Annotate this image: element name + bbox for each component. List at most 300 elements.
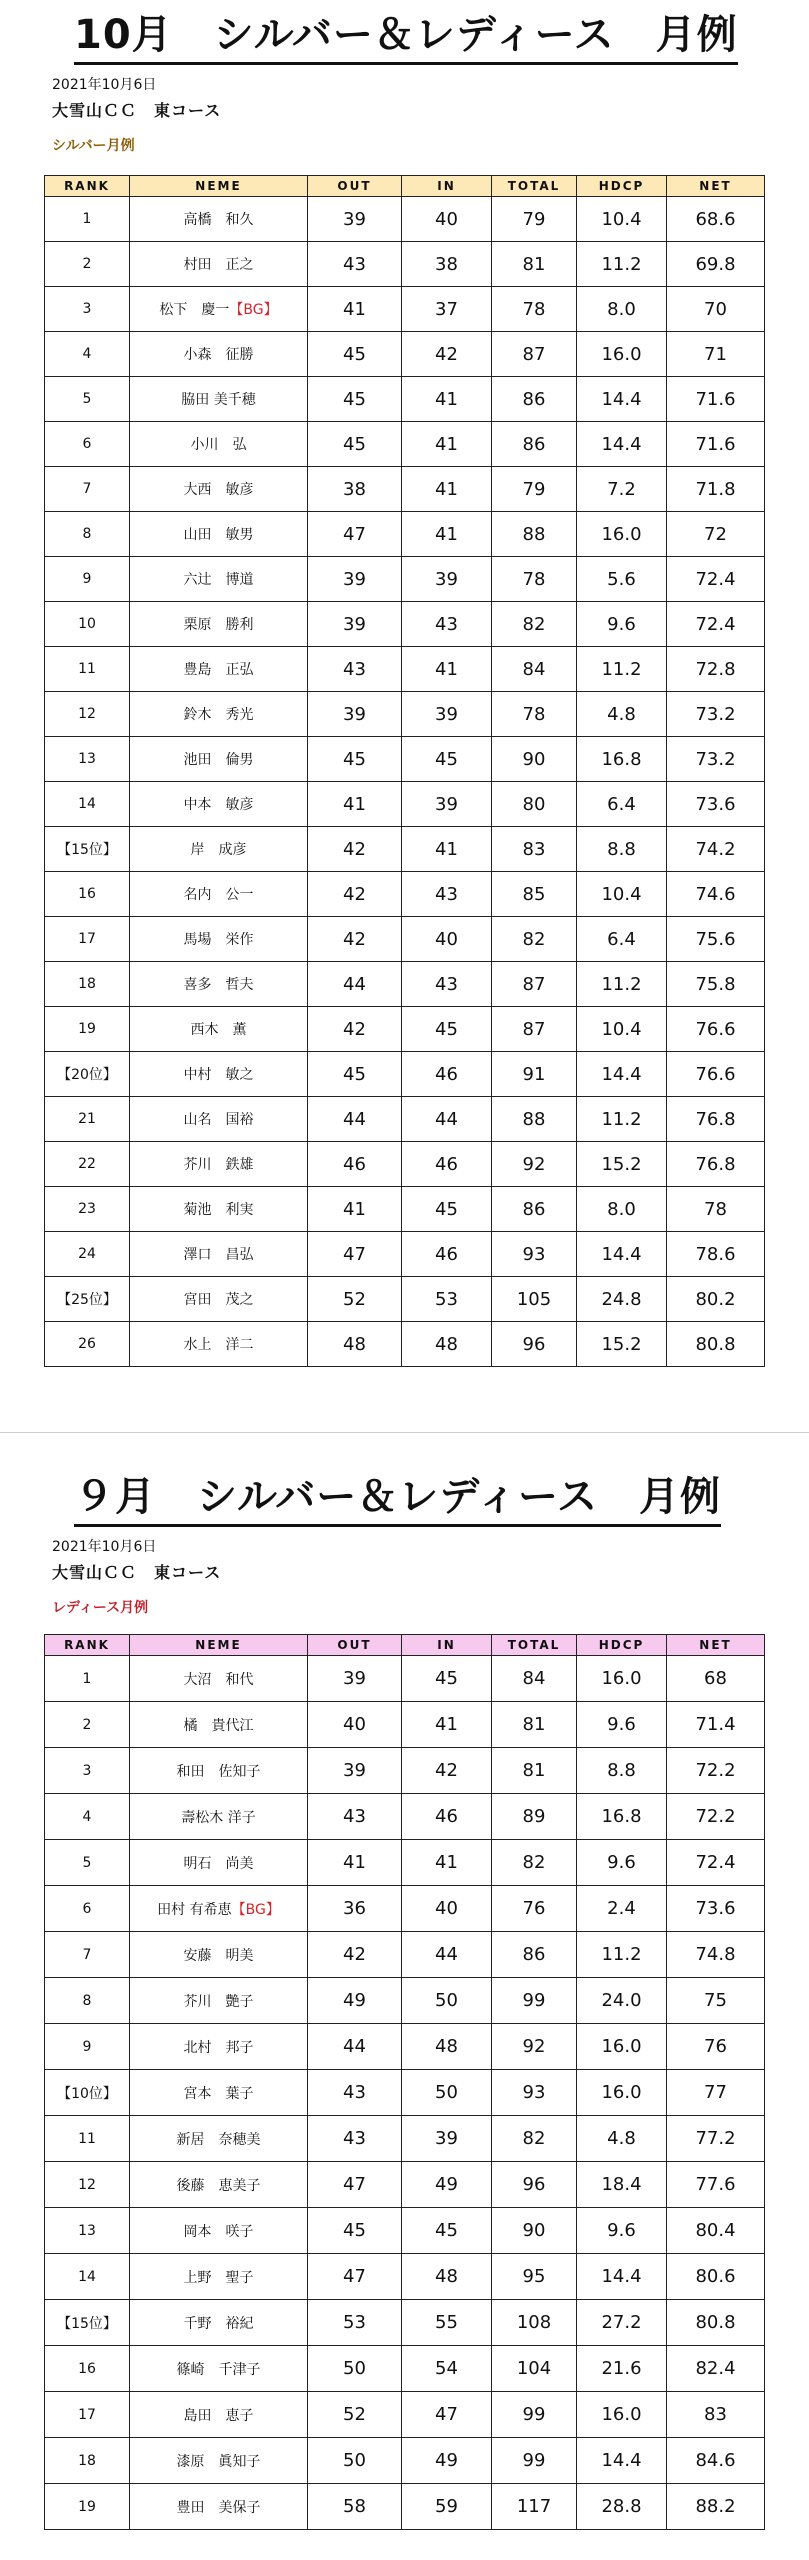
net-cell: 72.4: [667, 1840, 765, 1886]
player-name: 小森 征勝: [183, 347, 254, 363]
rank-cell: 7: [45, 1932, 130, 1978]
rank-cell: 21: [45, 1097, 130, 1142]
net-cell: 84.6: [667, 2438, 765, 2484]
in-cell: 40: [402, 917, 492, 962]
table-row: [45, 467, 765, 512]
player-name-cell: [130, 2070, 308, 2116]
net-cell: 72.2: [667, 1794, 765, 1840]
out-cell: 42: [308, 917, 402, 962]
hdcp-cell: 11.2: [577, 1932, 667, 1978]
player-name-cell: [130, 602, 308, 647]
rank-cell: 11: [45, 2116, 130, 2162]
out-cell: 43: [308, 2116, 402, 2162]
net-cell: 71.6: [667, 377, 765, 422]
hdcp-cell: 16.0: [577, 2070, 667, 2116]
net-cell: 72.4: [667, 602, 765, 647]
in-cell: 39: [402, 692, 492, 737]
in-cell: 37: [402, 287, 492, 332]
total-cell: 82: [492, 917, 577, 962]
in-cell: 41: [402, 827, 492, 872]
hdcp-cell: 16.0: [577, 332, 667, 377]
in-cell: 43: [402, 962, 492, 1007]
net-cell: 72.8: [667, 647, 765, 692]
table-row: [45, 287, 765, 332]
total-cell: 86: [492, 422, 577, 467]
out-cell: 42: [308, 1932, 402, 1978]
total-cell: 89: [492, 1794, 577, 1840]
player-name: 芥川 鉄雄: [183, 1157, 254, 1173]
hdcp-cell: 11.2: [577, 242, 667, 287]
hdcp-cell: 28.8: [577, 2484, 667, 2530]
player-name: 新居 奈穂美: [176, 2131, 261, 2148]
table-row: [45, 1886, 765, 1932]
rank-cell: 3: [45, 1748, 130, 1794]
col-header-total: TOTAL: [492, 176, 577, 197]
total-cell: 80: [492, 782, 577, 827]
in-cell: 45: [402, 1656, 492, 1702]
player-name: 山名 国裕: [183, 1112, 254, 1128]
player-name: 栗原 勝利: [183, 617, 254, 633]
player-name-cell: [130, 1978, 308, 2024]
out-cell: 41: [308, 1187, 402, 1232]
net-cell: 77.6: [667, 2162, 765, 2208]
hdcp-cell: 14.4: [577, 422, 667, 467]
net-cell: 72.4: [667, 557, 765, 602]
bg-badge: 【BG】: [231, 1901, 280, 1918]
total-cell: 99: [492, 1978, 577, 2024]
out-cell: 41: [308, 782, 402, 827]
table-header-row: [45, 176, 765, 197]
total-cell: 83: [492, 827, 577, 872]
col-header-hdcp: HDCP: [577, 176, 667, 197]
player-name: 脇田 美千穂: [181, 392, 256, 408]
net-cell: 71.8: [667, 467, 765, 512]
col-header-in: IN: [402, 1635, 492, 1656]
net-cell: 78: [667, 1187, 765, 1232]
player-name: 澤口 昌弘: [183, 1247, 254, 1263]
hdcp-cell: 9.6: [577, 602, 667, 647]
out-cell: 47: [308, 2162, 402, 2208]
in-cell: 48: [402, 2024, 492, 2070]
in-cell: 39: [402, 782, 492, 827]
results-table: [44, 175, 765, 1367]
player-name-cell: [130, 1187, 308, 1232]
player-name: 山田 敏男: [183, 527, 254, 543]
total-cell: 91: [492, 1052, 577, 1097]
total-cell: 86: [492, 377, 577, 422]
total-cell: 90: [492, 2208, 577, 2254]
rank-cell: 9: [45, 557, 130, 602]
player-name: 鈴木 秀光: [183, 707, 254, 723]
in-cell: 45: [402, 1187, 492, 1232]
net-cell: 71.6: [667, 422, 765, 467]
player-name: 豊田 美保子: [176, 2499, 261, 2516]
in-cell: 41: [402, 647, 492, 692]
hdcp-cell: 16.0: [577, 512, 667, 557]
in-cell: 47: [402, 2392, 492, 2438]
net-cell: 72.2: [667, 1748, 765, 1794]
player-name: 高橋 和久: [183, 212, 254, 228]
out-cell: 39: [308, 1656, 402, 1702]
net-cell: 71: [667, 332, 765, 377]
in-cell: 41: [402, 512, 492, 557]
player-name-cell: [130, 377, 308, 422]
in-cell: 41: [402, 1840, 492, 1886]
rank-cell: 13: [45, 2208, 130, 2254]
hdcp-cell: 10.4: [577, 872, 667, 917]
player-name-cell: [130, 1932, 308, 1978]
player-name: 漆原 眞知子: [176, 2453, 261, 2470]
net-cell: 71.4: [667, 1702, 765, 1748]
table-row: [45, 2162, 765, 2208]
rank-cell: 【10位】: [45, 2070, 130, 2116]
total-cell: 86: [492, 1187, 577, 1232]
in-cell: 43: [402, 602, 492, 647]
player-name: 田村 有希恵: [157, 1901, 232, 1918]
hdcp-cell: 2.4: [577, 1886, 667, 1932]
rank-cell: 9: [45, 2024, 130, 2070]
net-cell: 82.4: [667, 2346, 765, 2392]
player-name-cell: [130, 692, 308, 737]
col-header-net: NET: [667, 1635, 765, 1656]
hdcp-cell: 11.2: [577, 647, 667, 692]
hdcp-cell: 24.8: [577, 1277, 667, 1322]
ladies-section: [0, 1440, 809, 2560]
out-cell: 43: [308, 2070, 402, 2116]
player-name-cell: [130, 1142, 308, 1187]
rank-cell: 3: [45, 287, 130, 332]
rank-cell: 4: [45, 1794, 130, 1840]
table-row: [45, 2300, 765, 2346]
rank-cell: 17: [45, 917, 130, 962]
total-cell: 87: [492, 1007, 577, 1052]
table-row: [45, 1748, 765, 1794]
rank-cell: 2: [45, 242, 130, 287]
rank-cell: 24: [45, 1232, 130, 1277]
total-cell: 88: [492, 1097, 577, 1142]
page-divider: [0, 1432, 809, 1433]
player-name: 千野 裕紀: [183, 2315, 254, 2332]
rank-cell: 13: [45, 737, 130, 782]
out-cell: 42: [308, 827, 402, 872]
player-name-cell: [130, 2116, 308, 2162]
net-cell: 68.6: [667, 197, 765, 242]
player-name-cell: [130, 422, 308, 467]
table-row: [45, 2254, 765, 2300]
table-row: [45, 1277, 765, 1322]
table-row: [45, 647, 765, 692]
col-header-net: NET: [667, 176, 765, 197]
out-cell: 45: [308, 377, 402, 422]
table-row: [45, 917, 765, 962]
table-row: [45, 602, 765, 647]
out-cell: 41: [308, 1840, 402, 1886]
table-row: [45, 1142, 765, 1187]
hdcp-cell: 9.6: [577, 1702, 667, 1748]
player-name-cell: [130, 2392, 308, 2438]
out-cell: 47: [308, 1232, 402, 1277]
hdcp-cell: 27.2: [577, 2300, 667, 2346]
out-cell: 41: [308, 287, 402, 332]
rank-cell: 6: [45, 1886, 130, 1932]
hdcp-cell: 16.0: [577, 2024, 667, 2070]
out-cell: 44: [308, 962, 402, 1007]
in-cell: 48: [402, 2254, 492, 2300]
in-cell: 55: [402, 2300, 492, 2346]
hdcp-cell: 14.4: [577, 1232, 667, 1277]
net-cell: 83: [667, 2392, 765, 2438]
hdcp-cell: 15.2: [577, 1142, 667, 1187]
hdcp-cell: 16.0: [577, 2392, 667, 2438]
rank-cell: 26: [45, 1322, 130, 1367]
player-name-cell: [130, 1097, 308, 1142]
player-name-cell: [130, 1702, 308, 1748]
rank-cell: 14: [45, 2254, 130, 2300]
net-cell: 73.6: [667, 1886, 765, 1932]
player-name: 大沼 和代: [183, 1671, 254, 1688]
col-header-total: TOTAL: [492, 1635, 577, 1656]
hdcp-cell: 15.2: [577, 1322, 667, 1367]
out-cell: 43: [308, 647, 402, 692]
out-cell: 48: [308, 1322, 402, 1367]
col-header-rank: RANK: [45, 1635, 130, 1656]
ladies-title-block: [74, 1472, 721, 1527]
hdcp-cell: 14.4: [577, 2254, 667, 2300]
table-row: [45, 962, 765, 1007]
col-header-in: IN: [402, 176, 492, 197]
total-cell: 84: [492, 1656, 577, 1702]
table-row: [45, 1232, 765, 1277]
category-subtitle: レディース月例: [52, 1600, 149, 1616]
total-cell: 95: [492, 2254, 577, 2300]
player-name-cell: [130, 2254, 308, 2300]
out-cell: 38: [308, 467, 402, 512]
net-cell: 73.2: [667, 692, 765, 737]
total-cell: 84: [492, 647, 577, 692]
out-cell: 39: [308, 197, 402, 242]
player-name: 水上 洋二: [183, 1337, 254, 1353]
net-cell: 80.2: [667, 1277, 765, 1322]
out-cell: 45: [308, 2208, 402, 2254]
net-cell: 80.8: [667, 1322, 765, 1367]
in-cell: 54: [402, 2346, 492, 2392]
table-row: [45, 332, 765, 377]
rank-cell: 【20位】: [45, 1052, 130, 1097]
player-name: 安藤 明美: [183, 1947, 254, 1964]
in-cell: 39: [402, 2116, 492, 2162]
player-name: 喜多 哲夫: [183, 977, 254, 993]
total-cell: 78: [492, 557, 577, 602]
net-cell: 74.6: [667, 872, 765, 917]
out-cell: 36: [308, 1886, 402, 1932]
in-cell: 49: [402, 2162, 492, 2208]
player-name: 後藤 恵美子: [176, 2177, 261, 2194]
out-cell: 45: [308, 422, 402, 467]
player-name: 橘 貴代江: [183, 1717, 254, 1734]
player-name: 豊島 正弘: [183, 662, 254, 678]
player-name-cell: [130, 1322, 308, 1367]
player-name-cell: [130, 332, 308, 377]
net-cell: 70: [667, 287, 765, 332]
silver-title-block: [74, 10, 738, 65]
total-cell: 117: [492, 2484, 577, 2530]
player-name-cell: [130, 1232, 308, 1277]
total-cell: 76: [492, 1886, 577, 1932]
player-name: 宮田 茂之: [183, 1292, 254, 1308]
total-cell: 78: [492, 692, 577, 737]
in-cell: 46: [402, 1052, 492, 1097]
hdcp-cell: 10.4: [577, 1007, 667, 1052]
table-row: [45, 197, 765, 242]
hdcp-cell: 8.0: [577, 287, 667, 332]
rank-cell: 16: [45, 2346, 130, 2392]
hdcp-cell: 24.0: [577, 1978, 667, 2024]
net-cell: 76.6: [667, 1052, 765, 1097]
player-name-cell: [130, 2346, 308, 2392]
in-cell: 44: [402, 1097, 492, 1142]
net-cell: 88.2: [667, 2484, 765, 2530]
player-name-cell: [130, 512, 308, 557]
hdcp-cell: 5.6: [577, 557, 667, 602]
net-cell: 76: [667, 2024, 765, 2070]
rank-cell: 12: [45, 692, 130, 737]
table-row: [45, 1187, 765, 1232]
col-header-out: OUT: [308, 1635, 402, 1656]
out-cell: 47: [308, 2254, 402, 2300]
player-name: 馬場 栄作: [183, 932, 254, 948]
out-cell: 39: [308, 692, 402, 737]
rank-cell: 5: [45, 377, 130, 422]
player-name-cell: [130, 2484, 308, 2530]
out-cell: 58: [308, 2484, 402, 2530]
player-name-cell: [130, 782, 308, 827]
out-cell: 50: [308, 2346, 402, 2392]
in-cell: 45: [402, 737, 492, 782]
rank-cell: 7: [45, 467, 130, 512]
hdcp-cell: 16.8: [577, 1794, 667, 1840]
category-subtitle: シルバー月例: [52, 138, 135, 154]
player-name-cell: [130, 2162, 308, 2208]
out-cell: 53: [308, 2300, 402, 2346]
event-date: 2021年10月6日: [52, 1539, 157, 1555]
in-cell: 45: [402, 1007, 492, 1052]
out-cell: 50: [308, 2438, 402, 2484]
in-cell: 50: [402, 2070, 492, 2116]
total-cell: 99: [492, 2392, 577, 2438]
venue-name: 大雪山ＣＣ 東コース: [52, 101, 222, 120]
table-row: [45, 1702, 765, 1748]
table-row: [45, 1978, 765, 2024]
net-cell: 80.4: [667, 2208, 765, 2254]
out-cell: 39: [308, 602, 402, 647]
net-cell: 76.6: [667, 1007, 765, 1052]
net-cell: 68: [667, 1656, 765, 1702]
total-cell: 92: [492, 2024, 577, 2070]
table-row: [45, 1932, 765, 1978]
table-row: [45, 872, 765, 917]
player-name-cell: [130, 872, 308, 917]
player-name: 北村 邦子: [183, 2039, 254, 2056]
total-cell: 85: [492, 872, 577, 917]
out-cell: 45: [308, 332, 402, 377]
table-row: [45, 2208, 765, 2254]
out-cell: 42: [308, 1007, 402, 1052]
in-cell: 42: [402, 1748, 492, 1794]
hdcp-cell: 4.8: [577, 692, 667, 737]
table-row: [45, 782, 765, 827]
col-header-hdcp: HDCP: [577, 1635, 667, 1656]
out-cell: 46: [308, 1142, 402, 1187]
rank-cell: 19: [45, 1007, 130, 1052]
table-row: [45, 1052, 765, 1097]
player-name: 篠崎 千津子: [176, 2361, 261, 2378]
in-cell: 41: [402, 422, 492, 467]
player-name: 松下 慶一: [159, 302, 230, 318]
player-name: 岸 成彦: [190, 842, 247, 858]
table-row: [45, 2484, 765, 2530]
player-name-cell: [130, 467, 308, 512]
total-cell: 86: [492, 1932, 577, 1978]
player-name-cell: [130, 2024, 308, 2070]
hdcp-cell: 4.8: [577, 2116, 667, 2162]
player-name: 和田 佐知子: [176, 1763, 261, 1780]
hdcp-cell: 21.6: [577, 2346, 667, 2392]
rank-cell: 8: [45, 512, 130, 557]
in-cell: 43: [402, 872, 492, 917]
in-cell: 46: [402, 1142, 492, 1187]
total-cell: 108: [492, 2300, 577, 2346]
total-cell: 96: [492, 2162, 577, 2208]
player-name-cell: [130, 2208, 308, 2254]
in-cell: 41: [402, 467, 492, 512]
out-cell: 39: [308, 557, 402, 602]
bg-badge: 【BG】: [229, 302, 278, 318]
net-cell: 74.2: [667, 827, 765, 872]
rank-cell: 17: [45, 2392, 130, 2438]
net-cell: 80.6: [667, 2254, 765, 2300]
rank-cell: 14: [45, 782, 130, 827]
in-cell: 53: [402, 1277, 492, 1322]
in-cell: 46: [402, 1232, 492, 1277]
out-cell: 39: [308, 1748, 402, 1794]
rank-cell: 8: [45, 1978, 130, 2024]
total-cell: 99: [492, 2438, 577, 2484]
hdcp-cell: 14.4: [577, 2438, 667, 2484]
hdcp-cell: 9.6: [577, 2208, 667, 2254]
player-name-cell: [130, 557, 308, 602]
table-row: [45, 512, 765, 557]
player-name-cell: [130, 2300, 308, 2346]
total-cell: 79: [492, 197, 577, 242]
hdcp-cell: 11.2: [577, 1097, 667, 1142]
hdcp-cell: 6.4: [577, 782, 667, 827]
table-row: [45, 1656, 765, 1702]
total-cell: 104: [492, 2346, 577, 2392]
out-cell: 52: [308, 1277, 402, 1322]
out-cell: 45: [308, 1052, 402, 1097]
out-cell: 44: [308, 2024, 402, 2070]
table-row: [45, 422, 765, 467]
hdcp-cell: 7.2: [577, 467, 667, 512]
net-cell: 72: [667, 512, 765, 557]
rank-cell: 18: [45, 2438, 130, 2484]
hdcp-cell: 9.6: [577, 1840, 667, 1886]
player-name: 芥川 艶子: [183, 1993, 254, 2010]
rank-cell: 16: [45, 872, 130, 917]
col-header-name: NEME: [130, 1635, 308, 1656]
col-header-name: NEME: [130, 176, 308, 197]
col-header-out: OUT: [308, 176, 402, 197]
